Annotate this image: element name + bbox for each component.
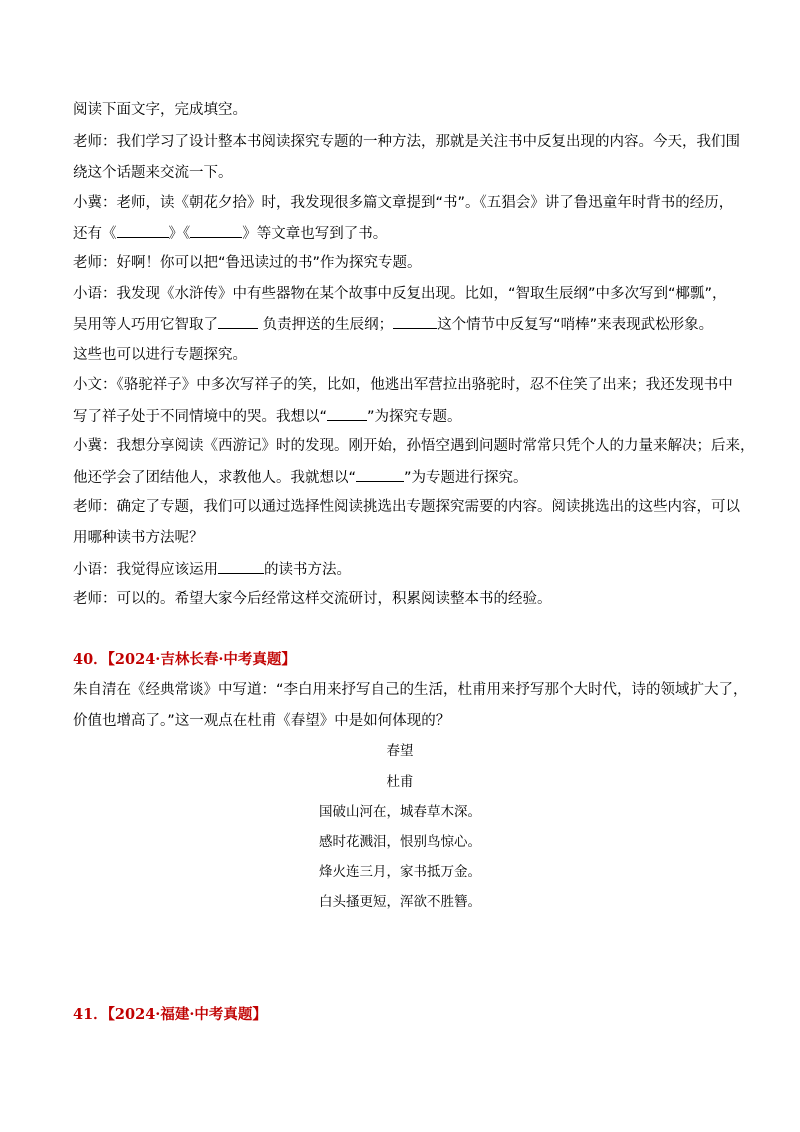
poem-title: 春望 [386, 743, 414, 759]
text-segment: 吴用等人巧用它智取了 [73, 317, 218, 333]
passage-line [73, 314, 713, 335]
answer-blank[interactable] [218, 314, 258, 329]
passage-line: 小冀：我想分享阅读《西游记》时的发现。刚开始，孙悟空遇到问题时常常只凭个人的力量来解决；后来， [73, 438, 755, 454]
text-segment: 负责押送的生辰纲； [258, 317, 394, 333]
poem-line: 烽火连三月，家书抵万金。 [319, 864, 481, 880]
passage-line: 老师：好啊！你可以把“鲁迅读过的书”作为探究专题。 [73, 255, 422, 271]
poem-line: 感时花溅泪，恨别鸟惊心。 [319, 834, 481, 850]
poem-author: 杜甫 [386, 774, 414, 790]
text-segment: 》《 [168, 226, 191, 242]
passage-line: 老师：确定了专题，我们可以通过选择性阅读挑选出专题探究需要的内容。阅读挑选出的这些内容，可以 [73, 499, 740, 515]
passage-line: 小冀：老师，读《朝花夕拾》时，我发现很多篇文章提到“书”。《五猖会》讲了鲁迅童年时背书的经历， [73, 195, 734, 211]
question-40-text: 价值也增高了。”这一观点在杜甫《春望》中是如何体现的？ [73, 713, 451, 729]
question-40-heading: 40．【2024·吉林长春·中考真题】 [73, 651, 296, 668]
text-segment: 这个情节中反复写“哨棒”来表现武松形象。 [437, 317, 714, 333]
passage-line: 小语：我发现《水浒传》中有些器物在某个故事中反复出现。比如，“智取生辰纲”中多次写到“椰瓢”， [73, 286, 727, 302]
text-segment: ”为探究专题。 [367, 409, 462, 425]
passage-line: 这些也可以进行专题探究。 [73, 347, 247, 363]
text-segment: 还有《 [73, 226, 117, 242]
passage-line: 小文：《骆驼祥子》中多次写祥子的笑，比如，他逃出军营拉出骆驼时，忍不住笑了出来；我还发现书中 [73, 377, 733, 393]
answer-blank[interactable] [356, 467, 404, 482]
passage-line: 用哪种读书方法呢？ [73, 530, 204, 546]
passage-line [73, 559, 351, 580]
passage-instruction: 阅读下面文字，完成填空。 [73, 102, 247, 118]
passage-line: 绕这个话题来交流一下。 [73, 165, 233, 181]
passage-line: 老师：我们学习了设计整本书阅读探究专题的一种方法，那就是关注书中反复出现的内容。今天，我们围 [73, 134, 740, 150]
question-41-heading: 41．【2024·福建·中考真题】 [73, 1006, 267, 1023]
poem-line: 白头搔更短，浑欲不胜簪。 [319, 894, 481, 910]
answer-blank[interactable] [190, 223, 242, 238]
text-segment: ”为专题进行探究。 [404, 470, 528, 486]
text-segment: 》等文章也写到了书。 [242, 226, 388, 242]
text-segment: 写了祥子处于不同情境中的哭。我想以“ [73, 409, 328, 425]
passage-line [73, 223, 387, 244]
poem-line: 国破山河在，城春草木深。 [319, 804, 481, 820]
passage-line [73, 406, 462, 427]
text-segment: 小语：我觉得应该运用 [73, 562, 218, 578]
answer-blank[interactable] [327, 406, 367, 421]
passage-line: 老师：可以的。希望大家今后经常这样交流研讨，积累阅读整本书的经验。 [73, 591, 552, 607]
text-segment: 他还学会了团结他人，求教他人。我就想以“ [73, 470, 357, 486]
answer-blank[interactable] [393, 314, 437, 329]
question-40-text: 朱自清在《经典常谈》中写道：“李白用来抒写自己的生活，杜甫用来抒写那个大时代，诗的领域扩大了， [73, 682, 748, 698]
answer-blank[interactable] [117, 223, 169, 238]
text-segment: 的读书方法。 [264, 562, 351, 578]
answer-blank[interactable] [218, 559, 264, 574]
passage-line [73, 467, 528, 488]
